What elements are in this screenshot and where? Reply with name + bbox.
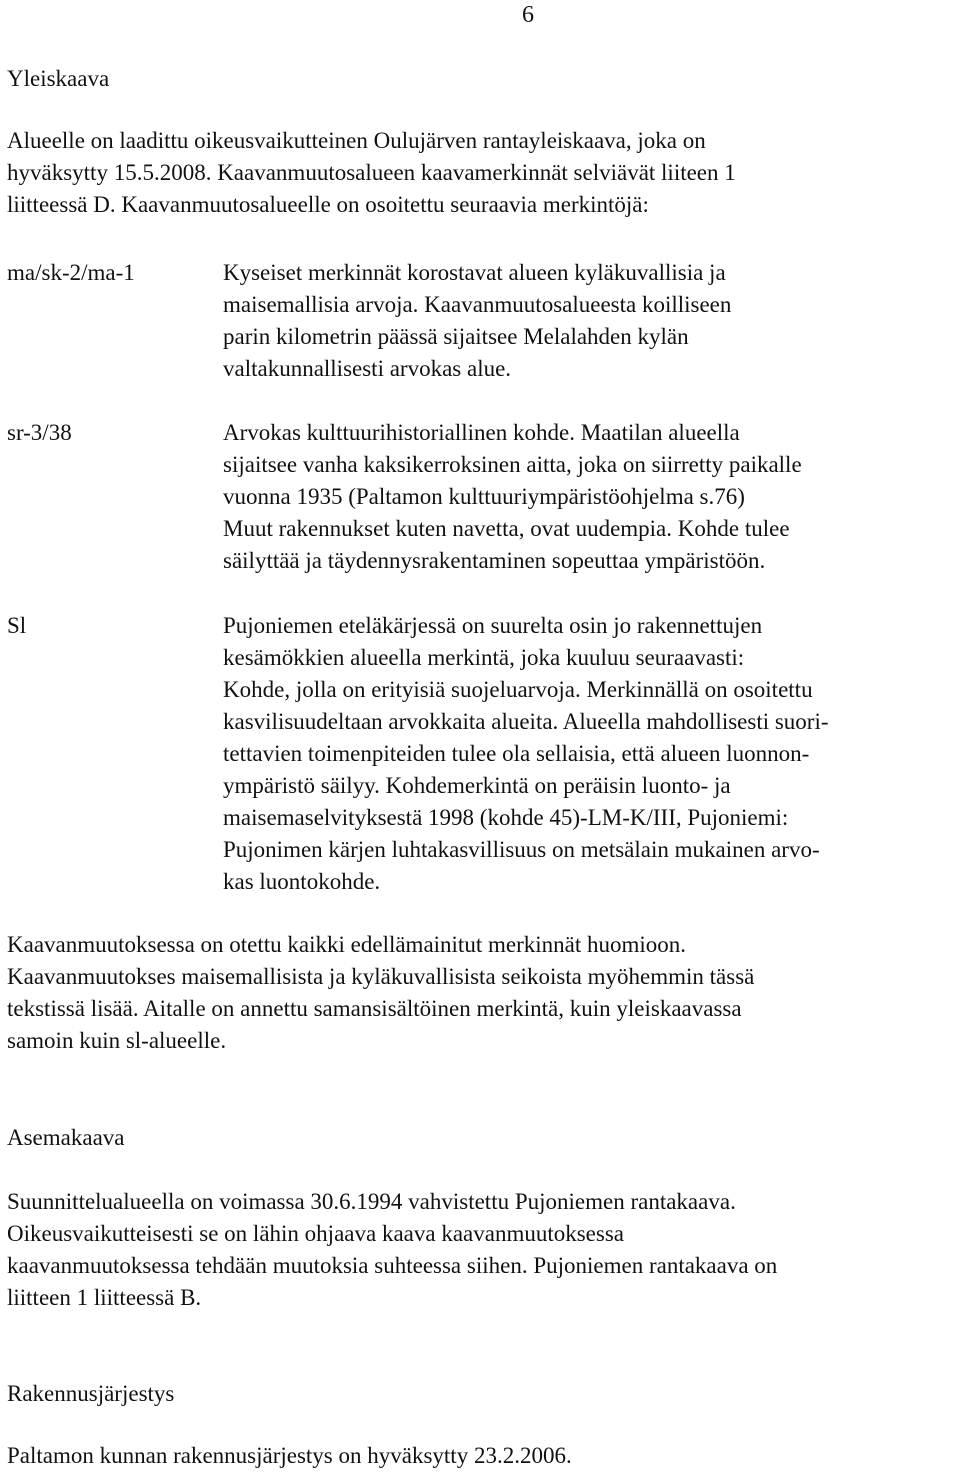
asemakaava-paragraph: Suunnittelualueella on voimassa 30.6.1994 vahvistettu Pujoniemen rantakaava. Oikeusvaikutteisesti se on lähin ohjaava kaava kaavanmuutoksessa kaavanmuutoksessa tehdään muutoksia suhteessa siihen. Pujoniemen rantakaava on liitteen 1 liitteessä B. (7, 1189, 778, 1310)
section-heading-rakennusjarjestys: Rakennusjärjestys (7, 1381, 175, 1406)
marking-code: sr-3/38 (7, 420, 72, 445)
page-number: 6 (522, 2, 534, 28)
yleiskaava-closing-paragraph: Kaavanmuutoksessa on otettu kaikki edellämainitut merkinnät huomioon. Kaavanmuutokses maisemallisista ja kyläkuvallisista seikoista myöhemmin tässä tekstissä lisää. Aitalle on annettu samansisältöinen merkintä, kuin yleiskaavassa samoin kuin sl-alueelle. (7, 932, 755, 1053)
section-heading-asemakaava: Asemakaava (7, 1125, 125, 1150)
marking-description: Arvokas kulttuurihistoriallinen kohde. Maatilan alueella sijaitsee vanha kaksikerroksinen aitta, joka on siirretty paikalle vuonna 1935 (Paltamon kulttuuriympäristöohjelma s.76) Muut rakennukset kuten navetta, ovat uudempia. Kohde tulee säilyttää ja täydennysrakentaminen sopeuttaa ympäristöön. (223, 420, 802, 573)
yleiskaava-intro-paragraph: Alueelle on laadittu oikeusvaikutteinen Oulujärven rantayleiskaava, joka on hyväksytty 15.5.2008. Kaavanmuutosalueen kaavamerkinnät selviävät liiteen 1 liitteessä D. Kaavanmuutosalueelle on osoitettu seuraavia merkintöjä: (7, 128, 736, 217)
marking-description: Pujoniemen eteläkärjessä on suurelta osin jo rakennettujen kesämökkien alueella merkintä, joka kuuluu seuraavasti: Kohde, jolla on erityisiä suojeluarvoja. Merkinnällä on osoitettu kasvilisuudeltaan arvokkaita alueita. Alueella mahdollisesti suori- tettavien toimenpiteiden tulee ola sellaisia, että alueen luonnon- ympäristö säilyy. Kohdemerkintä on peräisin luonto- ja maisemaselvityksestä 1998 (kohde 45)-LM-K/III, Pujoniemi: Pujonimen kärjen luhtakasvillisuus on metsälain mukainen arvo- kas luontokohde. (223, 613, 829, 894)
marking-code: ma/sk-2/ma-1 (7, 260, 135, 285)
rakennusjarjestys-paragraph: Paltamon kunnan rakennusjärjestys on hyväksytty 23.2.2006. (7, 1443, 572, 1468)
marking-description: Kyseiset merkinnät korostavat alueen kyläkuvallisia ja maisemallisia arvoja. Kaavanmuutosalueesta koilliseen parin kilometrin päässä sijaitsee Melalahden kylän valtakunnallisesti arvokas alue. (223, 260, 732, 381)
section-heading-yleiskaava: Yleiskaava (7, 66, 110, 91)
marking-code: Sl (7, 613, 27, 638)
